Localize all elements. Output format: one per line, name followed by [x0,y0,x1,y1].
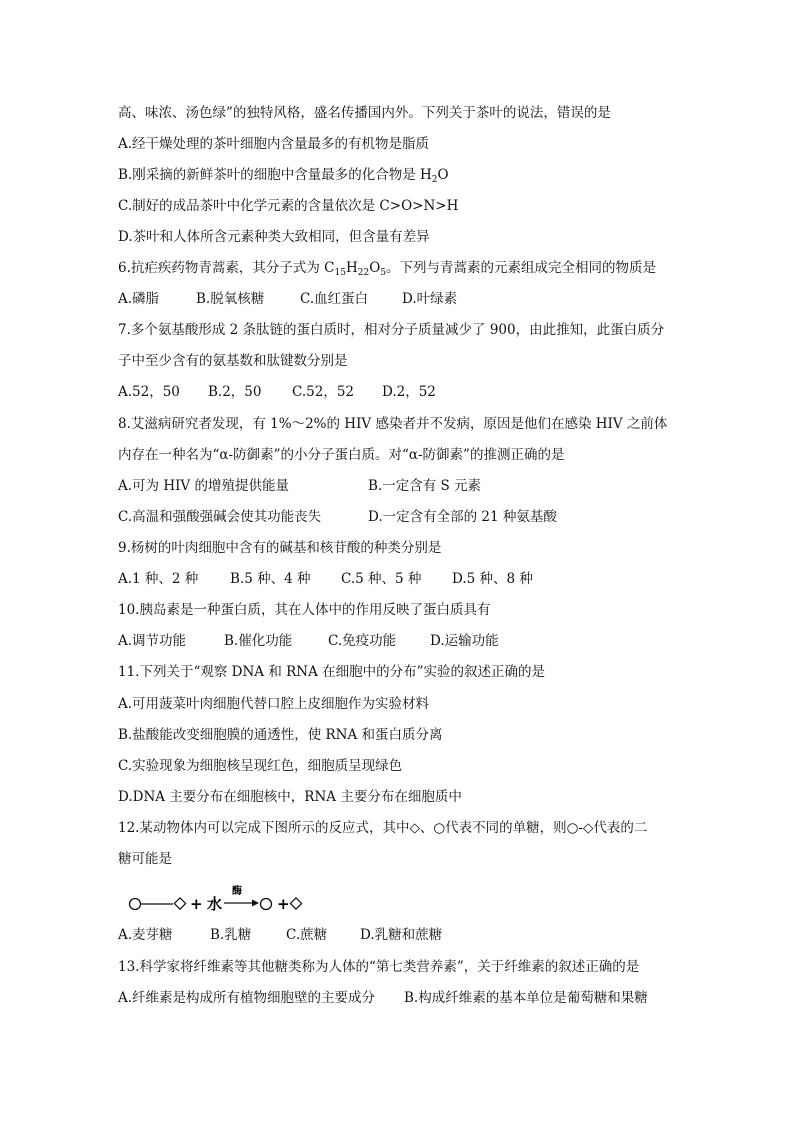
q10-option-d: D.运输功能 [430,633,499,649]
diamond-product-icon [290,898,301,909]
q9-option-a: A.1 种、2 种 [118,571,199,587]
q13-stem: 13.科学家将纤维素等其他糖类称为人体的“第七类营养素”，关于纤维素的叙述正确的是 [118,959,640,975]
reaction-plus-1: + [190,895,203,913]
q13-option-a: A.纤维素是构成所有植物细胞壁的主要成分 [118,990,376,1006]
diamond-monosaccharide-icon [174,898,185,909]
q8-option-c: C.高温和强酸强碱会使其功能丧失 [118,509,322,525]
q13-option-b: B.构成纤维素的基本单位是葡萄糖和果糖 [404,990,648,1006]
q11-option-a: A.可用菠菜叶肉细胞代替口腔上皮细胞作为实验材料 [118,696,430,712]
q8-option-d: D.一定含有全部的 21 种氨基酸 [368,509,557,525]
q7-option-d: D.2，52 [382,384,436,400]
q7-stem-line2: 子中至少含有的氨基数和肽键数分别是 [118,353,348,369]
q11-option-d: D.DNA 主要分布在细胞核中，RNA 主要分布在细胞质中 [118,789,462,805]
q9-option-c: C.5 种、5 种 [341,571,422,587]
q9-stem: 9.杨树的叶肉细胞中含有的碱基和核苷酸的种类分别是 [118,540,442,556]
q8-stem-line2: 内存在一种名为“α-防御素”的小分子蛋白质。对“α-防御素”的推测正确的是 [118,447,565,463]
q7-stem-line1: 7.多个氨基酸形成 2 条肽链的蛋白质时，相对分子质量减少了 900，由此推知，此蛋白质分 [118,322,665,338]
reaction-enzyme-label: 酶 [232,886,242,897]
reaction-plus-2: + [277,895,290,913]
q10-option-c: C.免疫功能 [328,633,397,649]
q12-stem-line2: 糖可能是 [118,851,172,867]
reaction-diagram [128,882,328,918]
q11-option-c: C.实验现象为细胞核呈现红色，细胞质呈现绿色 [118,758,403,774]
q12-stem-line1: 12.某动物体内可以完成下图所示的反应式，其中◇、○代表不同的单糖，则○-◇代表的二 [118,820,648,836]
q7-option-b: B.2，50 [208,384,262,400]
q8-option-b: B.一定含有 S 元素 [368,478,482,494]
q7-option-a: A.52，50 [118,384,180,400]
q11-stem: 11.下列关于“观察 DNA 和 RNA 在细胞中的分布”实验的叙述正确的是 [118,664,546,680]
q7-option-c: C.52，52 [292,384,354,400]
q10-option-a: A.调节功能 [118,633,187,649]
reaction-water: 水 [207,895,223,913]
q5-stem: 高、味浓、汤色绿”的独特风格，盛名传播国内外。下列关于茶叶的说法，错误的是 [118,105,611,121]
q6-option-c: C.血红蛋白 [300,291,369,307]
q12-option-d: D.乳糖和蔗糖 [360,927,443,943]
q8-option-a: A.可为 HIV 的增殖提供能量 [118,478,289,494]
q6-option-d: D.叶绿素 [402,291,458,307]
q6-option-a: A.磷脂 [118,291,160,307]
q9-option-d: D.5 种、8 种 [452,571,533,587]
circle-product-icon [261,899,272,910]
q5-option-b: B.刚采摘的新鲜茶叶的细胞中含量最多的化合物是 $H_2O$ [118,167,449,185]
q11-option-b: B.盐酸能改变细胞膜的通透性，使 RNA 和蛋白质分离 [118,727,443,743]
q12-option-a: A.麦芽糖 [118,927,173,943]
q6-option-b: B.脱氧核糖 [196,291,265,307]
q6-stem: 6.抗疟疾药物青蒿素，其分子式为 $C_{15}H_{22}O_5$。下列与青蒿素的元素组成完全相同的物质是 [118,260,657,278]
q12-option-c: C.蔗糖 [286,927,328,943]
reaction-arrowhead-icon [252,900,259,907]
q10-option-b: B.催化功能 [224,633,293,649]
q5-option-c: C.制好的成品茶叶中化学元素的含量依次是 C>O>N>H [118,198,459,214]
q10-stem: 10.胰岛素是一种蛋白质，其在人体中的作用反映了蛋白质具有 [118,602,491,618]
q12-option-b: B.乳糖 [210,927,252,943]
q5-option-d: D.茶叶和人体所含元素种类大致相同，但含量有差异 [118,229,430,245]
q5-option-a: A.经干燥处理的茶叶细胞内含量最多的有机物是脂质 [118,136,430,152]
circle-monosaccharide-icon [130,899,141,910]
q9-option-b: B.5 种、4 种 [230,571,311,587]
q8-stem-line1: 8.艾滋病研究者发现，有 1%～2%的 HIV 感染者并不发病，原因是他们在感染 HIV 之前体 [118,416,668,432]
